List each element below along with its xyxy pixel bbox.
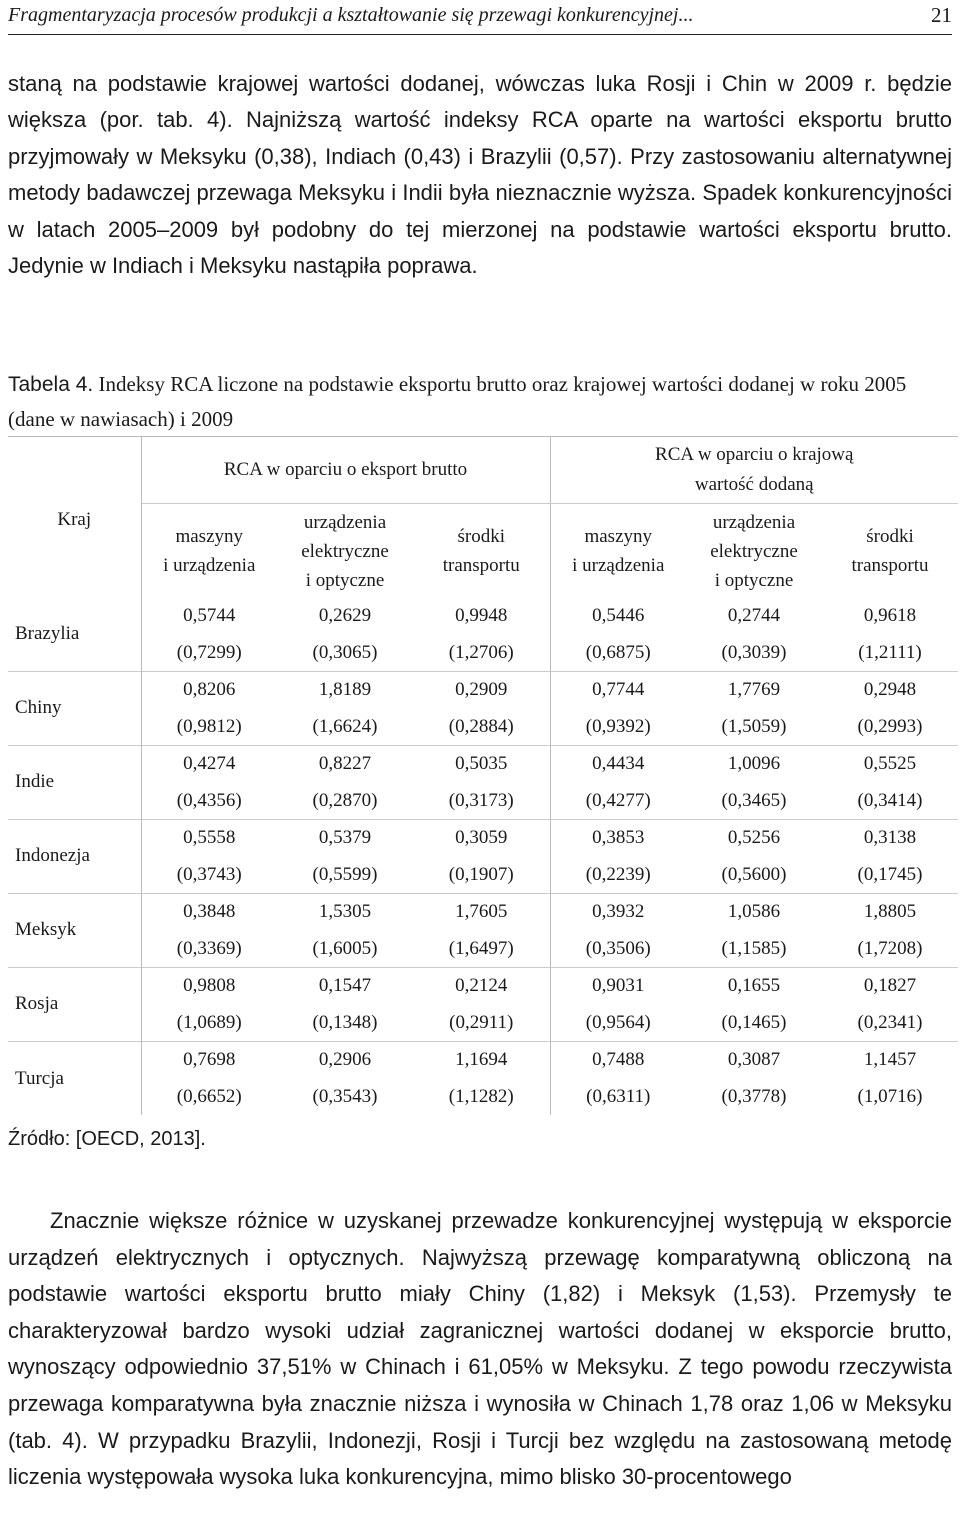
- value-cell: [141, 894, 277, 968]
- value-cell: [822, 1042, 958, 1116]
- value-cell: [550, 968, 686, 1042]
- value-cell: [277, 820, 413, 894]
- value-cell: [550, 894, 686, 968]
- country-cell: Meksyk: [8, 894, 141, 968]
- running-header: [8, 0, 952, 35]
- value-2005: (0,6652): [176, 1085, 242, 1107]
- value-cell: [822, 746, 958, 820]
- value-cell: [550, 1042, 686, 1116]
- value-2005: (0,3369): [176, 937, 242, 959]
- value-2009: 0,7488: [592, 1049, 645, 1071]
- subheader-electrical-optical: urządzenia elektryczne i optyczne: [710, 511, 798, 591]
- paragraph-top: staną na podstawie krajowej wartości dodanej, wówczas luka Rosji i Chin w 2009 r. będzie większa (por. tab. 4). Najniższą wartość indeksy RCA oparte na wartości eksportu brutto przyjmowały w Meksyku (0,38), Indiach (0,43) i Brazylii (0,57). Przy zastosowaniu alternatywnej metody badawczej przewaga Meksyku i Indii była nieznacznie wyższa. Spadek konkurencyjności w latach 2005–2009 był podobny do tej mierzonej na podstawie wartości eksportu brutto. Jedynie w Indiach i Meksyku nastąpiła poprawa.: [8, 71, 952, 279]
- value-cell: [413, 598, 550, 672]
- value-cell: [822, 820, 958, 894]
- country-cell: Brazylia: [8, 598, 141, 672]
- value-2009: 0,5558: [183, 827, 236, 849]
- value-cell: [277, 968, 413, 1042]
- value-2005: (1,1282): [448, 1085, 514, 1107]
- value-2005: (0,2993): [857, 715, 923, 737]
- value-cell: [277, 894, 413, 968]
- value-2005: (0,2870): [312, 789, 378, 811]
- subheader-transport: środki transportu: [851, 526, 929, 576]
- value-2005: (1,7208): [857, 937, 923, 959]
- value-2005: (0,6311): [586, 1085, 651, 1107]
- value-2005: (0,6875): [585, 641, 651, 663]
- table-caption: [8, 367, 952, 436]
- value-2009: 0,1547: [318, 975, 372, 997]
- running-title: Fragmentaryzacja procesów produkcji a kształtowanie się przewagi konkurencyjnej...: [8, 4, 694, 26]
- value-2005: (0,3543): [312, 1085, 378, 1107]
- value-cell: [413, 1042, 550, 1116]
- value-cell: [141, 1042, 277, 1116]
- subheader-electrical-optical: urządzenia elektryczne i optyczne: [301, 511, 389, 591]
- value-2009: 0,7744: [592, 679, 645, 701]
- value-cell: [550, 672, 686, 746]
- value-2005: (0,2341): [857, 1011, 923, 1033]
- value-2009: 0,7698: [183, 1049, 236, 1071]
- value-2009: 0,9808: [183, 975, 236, 997]
- value-cell: [686, 746, 822, 820]
- table-caption-text: Indeksy RCA liczone na podstawie eksportu brutto oraz krajowej wartości dodanej w roku 2005 (dane w nawiasach) i 2009: [8, 372, 907, 431]
- value-2009: 0,3853: [592, 827, 645, 849]
- rca-table: [8, 436, 958, 1115]
- value-2005: (1,2706): [448, 641, 514, 663]
- value-2009: 0,9031: [592, 975, 645, 997]
- value-2005: (1,6497): [448, 937, 514, 959]
- value-cell: [686, 968, 822, 1042]
- value-2009: 0,2629: [318, 605, 372, 627]
- value-cell: [141, 672, 277, 746]
- value-2009: 0,3059: [455, 827, 508, 849]
- value-cell: [822, 672, 958, 746]
- value-2005: (0,5600): [721, 863, 787, 885]
- value-2009: 1,8805: [863, 901, 917, 923]
- group-header-domestic-value-added: RCA w oparciu o krajową wartość dodaną: [550, 437, 958, 504]
- value-2009: 0,5744: [183, 605, 236, 627]
- value-2009: 0,5525: [863, 753, 917, 775]
- table-row: [8, 598, 958, 672]
- value-2009: 0,4274: [183, 753, 236, 775]
- value-2009: 0,2124: [455, 975, 508, 997]
- value-cell: [413, 746, 550, 820]
- value-2009: 0,5035: [455, 753, 508, 775]
- value-2009: 0,5446: [592, 605, 645, 627]
- value-2009: 0,3087: [727, 1049, 781, 1071]
- value-cell: [141, 598, 277, 672]
- value-2009: 0,2948: [863, 679, 917, 701]
- value-2005: (0,1348): [312, 1011, 378, 1033]
- country-cell: Chiny: [8, 672, 141, 746]
- table-row: [8, 820, 958, 894]
- value-2005: (0,9812): [176, 715, 242, 737]
- value-cell: [822, 894, 958, 968]
- value-2009: 0,3138: [863, 827, 917, 849]
- value-cell: [686, 894, 822, 968]
- value-cell: [686, 672, 822, 746]
- value-2005: (0,2884): [448, 715, 514, 737]
- table-row: [8, 1042, 958, 1116]
- value-2009: 1,5305: [318, 901, 372, 923]
- value-2009: 1,7605: [455, 901, 508, 923]
- table-caption-label: Tabela 4.: [8, 373, 94, 396]
- value-2005: (0,5599): [312, 863, 378, 885]
- value-cell: [277, 672, 413, 746]
- group-header-gross-exports: RCA w oparciu o eksport brutto: [141, 437, 550, 504]
- value-2005: (1,0689): [176, 1011, 242, 1033]
- value-2005: (0,3743): [176, 863, 242, 885]
- value-cell: [550, 746, 686, 820]
- value-2005: (0,3506): [585, 937, 651, 959]
- subheader-transport: środki transportu: [442, 526, 520, 576]
- table-row: [8, 968, 958, 1042]
- value-2009: 0,8206: [183, 679, 236, 701]
- value-2009: 0,2909: [455, 679, 508, 701]
- value-2009: 0,8227: [318, 753, 372, 775]
- value-cell: [550, 820, 686, 894]
- value-2005: (0,9564): [585, 1011, 651, 1033]
- value-2005: (0,1465): [721, 1011, 787, 1033]
- value-2005: (1,6624): [312, 715, 378, 737]
- value-2009: 1,0096: [727, 753, 781, 775]
- value-2009: 0,9618: [863, 605, 917, 627]
- table-source: Źródło: [OECD, 2013].: [8, 1128, 206, 1150]
- value-2009: 0,5379: [318, 827, 372, 849]
- value-2009: 0,5256: [727, 827, 781, 849]
- value-2005: (0,3778): [721, 1085, 787, 1107]
- value-cell: [277, 1042, 413, 1116]
- value-cell: [550, 598, 686, 672]
- page-number: 21: [931, 3, 952, 27]
- value-cell: [141, 968, 277, 1042]
- value-2009: 0,1827: [863, 975, 917, 997]
- value-cell: [413, 968, 550, 1042]
- value-2005: (1,5059): [721, 715, 787, 737]
- value-2005: (0,3039): [721, 641, 787, 663]
- value-2009: 0,3932: [592, 901, 645, 923]
- value-2009: 1,7769: [727, 679, 781, 701]
- value-2009: 1,1457: [863, 1049, 917, 1071]
- value-2005: (0,3465): [721, 789, 787, 811]
- country-cell: Rosja: [8, 968, 141, 1042]
- subheader-machinery: maszyny i urządzenia: [163, 526, 256, 576]
- value-cell: [822, 598, 958, 672]
- value-2005: (0,2239): [585, 863, 651, 885]
- value-2005: (1,2111): [858, 641, 922, 663]
- value-2005: (1,1585): [721, 937, 787, 959]
- value-2009: 1,8189: [318, 679, 372, 701]
- value-2009: 0,4434: [592, 753, 645, 775]
- value-2005: (0,4356): [176, 789, 242, 811]
- value-2005: (0,9392): [585, 715, 651, 737]
- value-cell: [277, 746, 413, 820]
- value-cell: [413, 672, 550, 746]
- subheader-machinery: maszyny i urządzenia: [550, 504, 686, 599]
- value-cell: [141, 820, 277, 894]
- value-2005: (0,4277): [585, 789, 651, 811]
- value-2009: 0,1655: [727, 975, 781, 997]
- value-2005: (1,6005): [312, 937, 378, 959]
- paragraph-bottom: Znacznie większe różnice w uzyskanej przewadze konkurencyjnej występują w eksporcie urządzeń elektrycznych i optycznych. Najwyższą przewagę komparatywną obliczoną na podstawie wartości eksportu brutto miały Chiny (1,82) i Meksyk (1,53). Przemysły te charakteryzował bardzo wysoki udział zagranicznej wartości dodanej w eksporcie brutto, wynoszący odpowiednio 37,51% w Chinach i 61,05% w Meksyku. Z tego powodu rzeczywista przewaga komparatywna była znacznie niższa i wynosiła w Chinach 1,78 oraz 1,06 w Meksyku (tab. 4). W przypadku Brazylii, Indonezji, Rosji i Turcji bez względu na zastosowaną metodę liczenia występowała wysoka luka konkurencyjna, mimo blisko 30-procentowego: [8, 1208, 952, 1490]
- value-2005: (0,3173): [448, 789, 514, 811]
- table-row: [8, 672, 958, 746]
- country-column-header: Kraj: [8, 437, 141, 599]
- value-2009: 0,3848: [183, 901, 236, 923]
- value-cell: [686, 598, 822, 672]
- value-2005: (1,0716): [857, 1085, 923, 1107]
- value-cell: [822, 968, 958, 1042]
- country-cell: Indonezja: [8, 820, 141, 894]
- value-2005: (0,1907): [448, 863, 514, 885]
- value-cell: [277, 598, 413, 672]
- value-cell: [686, 1042, 822, 1116]
- value-2005: (0,2911): [449, 1011, 514, 1033]
- value-2005: (0,3414): [857, 789, 923, 811]
- country-cell: Turcja: [8, 1042, 141, 1116]
- value-cell: [141, 746, 277, 820]
- value-2005: (0,3065): [312, 641, 378, 663]
- value-cell: [686, 820, 822, 894]
- value-2009: 0,2906: [318, 1049, 372, 1071]
- table-row: [8, 894, 958, 968]
- value-cell: [413, 894, 550, 968]
- value-2009: 1,0586: [727, 901, 781, 923]
- country-cell: Indie: [8, 746, 141, 820]
- value-2009: 1,1694: [455, 1049, 508, 1071]
- value-2009: 0,9948: [455, 605, 508, 627]
- value-2009: 0,2744: [727, 605, 781, 627]
- value-2005: (0,7299): [176, 641, 242, 663]
- table-row: [8, 746, 958, 820]
- value-2005: (0,1745): [857, 863, 923, 885]
- value-cell: [413, 820, 550, 894]
